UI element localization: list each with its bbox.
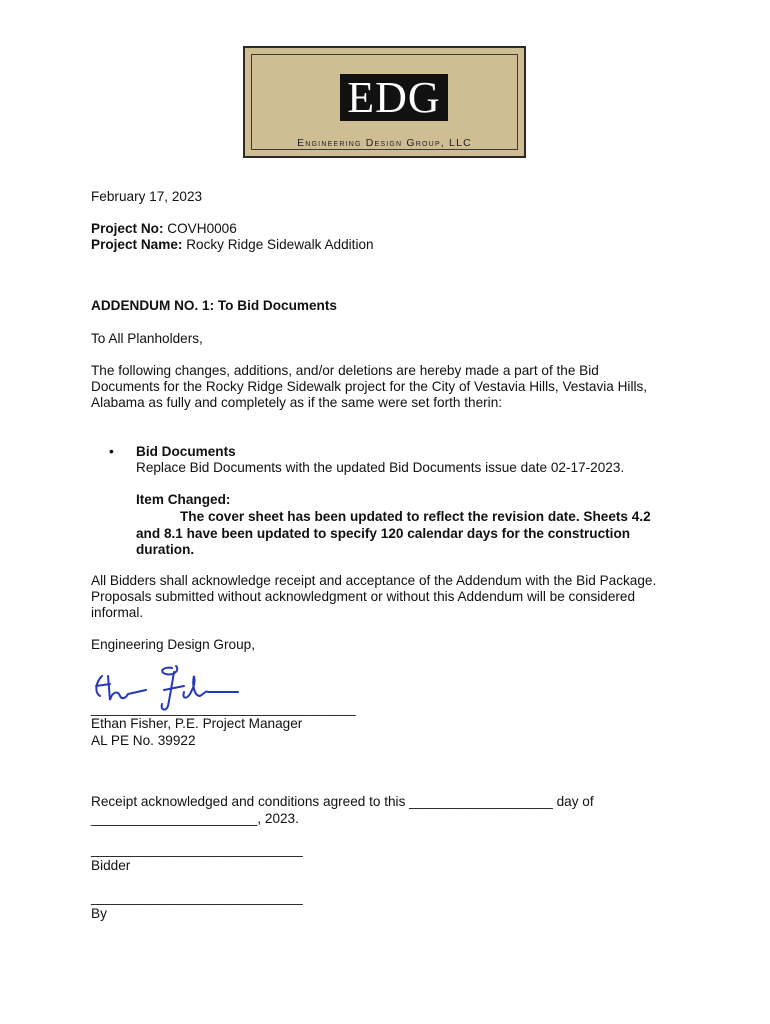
intro-line: Documents for the Rocky Ridge Sidewalk project for the City of Vestavia Hills, Vestavia Hills, [91, 379, 648, 394]
company-logo [243, 46, 526, 158]
project-number-label: Project No: [91, 221, 164, 236]
by-line: ____________________________ [91, 890, 303, 905]
item-changed-line: duration. [136, 542, 195, 557]
receipt-line: ______________________, 2023. [91, 811, 299, 826]
signer-name: Ethan Fisher, P.E. Project Manager [91, 716, 303, 731]
closing: Engineering Design Group, [91, 637, 255, 652]
letter-date: February 17, 2023 [91, 189, 203, 204]
bidder-line: ____________________________ [91, 842, 303, 857]
item-title: Bid Documents [136, 444, 236, 459]
salutation: To All Planholders, [91, 331, 203, 346]
logo-mark: EDG [340, 74, 448, 121]
acknowledge-line: All Bidders shall acknowledge receipt and acceptance of the Addendum with the Bid Package. [91, 573, 657, 588]
project-number-value: COVH0006 [163, 221, 237, 236]
project-name [91, 237, 374, 254]
addendum-heading: ADDENDUM NO. 1: To Bid Documents [91, 298, 337, 313]
item-changed-line: The cover sheet has been updated to reflect the revision date. Sheets 4.2 [180, 509, 651, 524]
intro-line: Alabama as fully and completely as if the same were set forth therin: [91, 395, 503, 410]
acknowledge-line: Proposals submitted without acknowledgment or without this Addendum will be considered [91, 589, 636, 604]
project-name-value: Rocky Ridge Sidewalk Addition [182, 237, 374, 252]
project-number [91, 221, 237, 238]
bullet-icon: • [109, 443, 114, 459]
logo-frame [251, 54, 518, 150]
signature-line: ___________________________________ [91, 701, 356, 716]
acknowledge-line: informal. [91, 605, 144, 620]
by-label: By [91, 906, 107, 921]
logo-subtitle: Engineering Design Group, LLC [297, 137, 472, 149]
signer-license: AL PE No. 39922 [91, 733, 196, 748]
intro-line: The following changes, additions, and/or deletions are hereby made a part of the Bid [91, 363, 599, 378]
item-changed-label: Item Changed: [136, 492, 231, 507]
bidder-label: Bidder [91, 858, 131, 873]
receipt-line: Receipt acknowledged and conditions agreed to this ___________________ day of [91, 794, 594, 809]
item-description: Replace Bid Documents with the updated Bid Documents issue date 02-17-2023. [136, 460, 625, 475]
item-changed-line: and 8.1 have been updated to specify 120 calendar days for the construction [136, 526, 631, 541]
project-name-label: Project Name: [91, 237, 183, 252]
